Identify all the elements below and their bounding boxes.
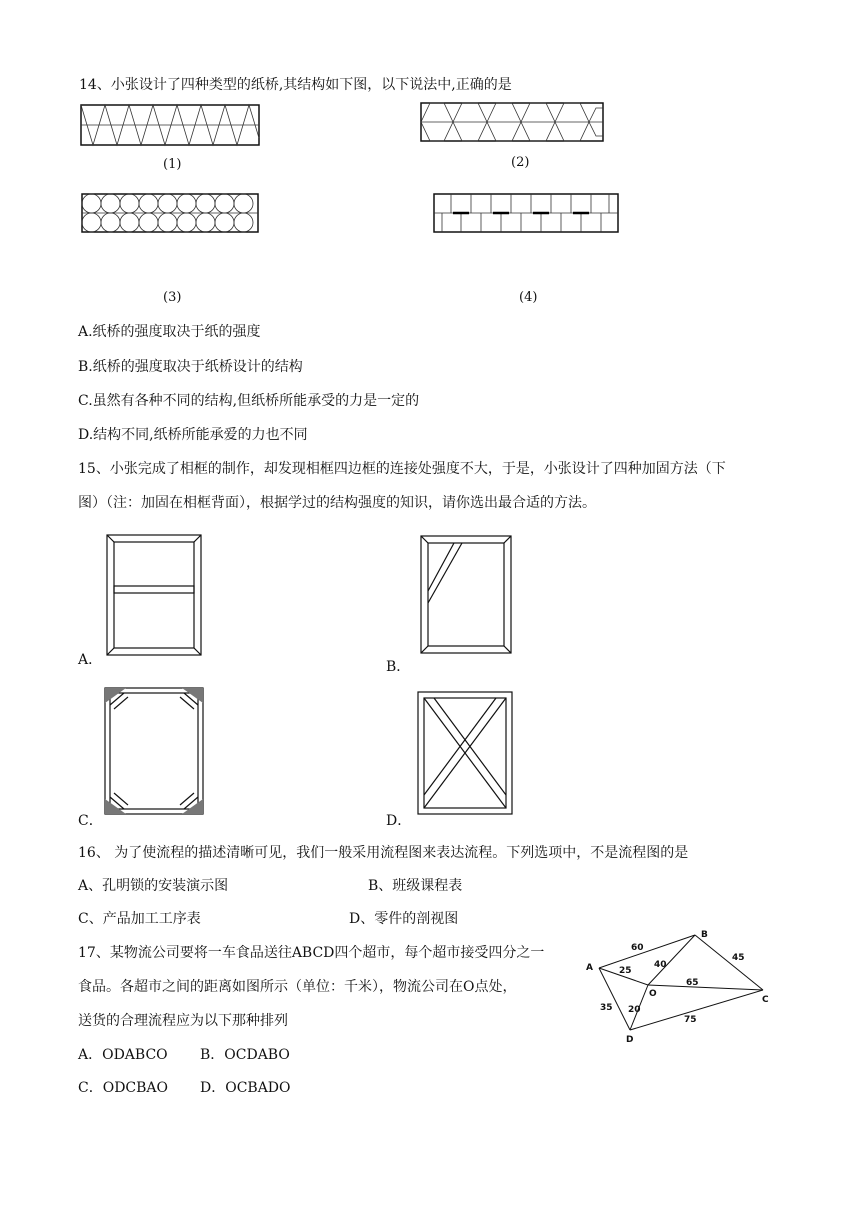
edge-a-b: [599, 935, 695, 968]
frame-d-label: D．: [386, 813, 412, 829]
bridge-4-brick-truss: [433, 193, 619, 233]
q15-stem-line2: 图）（注：加固在相框背面），根据学过的结构强度的知识，请你选出最合适的方法。: [78, 495, 596, 511]
frame-b-label: B．: [386, 659, 411, 675]
frame-a-horizontal-bars: [106, 534, 202, 656]
q17-option-a: A．ODABCO: [78, 1047, 168, 1063]
q16-option-c: C、产品加工工序表: [78, 911, 201, 927]
edge-a-o-label: 25: [619, 966, 632, 976]
edge-d-c-label: 75: [684, 1015, 697, 1025]
edge-b-c-label: 45: [732, 953, 745, 963]
node-o-label: O: [649, 989, 657, 999]
q14-option-a: A.纸桥的强度取决于纸的强度: [78, 324, 261, 340]
node-b-label: B: [701, 930, 708, 940]
bridge-1-caption: (1): [163, 157, 182, 172]
bridge-2-caption: (2): [511, 155, 530, 170]
bridge-3-caption: (3): [163, 290, 182, 305]
bridge-3-circle-truss: [81, 193, 259, 233]
q17-option-c: C．ODCBAO: [78, 1080, 169, 1096]
q14-option-d: D.结构不同,纸桥所能承爱的力也不同: [78, 427, 308, 443]
q16-option-d: D、零件的剖视图: [349, 911, 459, 927]
bridge-4-caption: (4): [519, 290, 538, 305]
bridge-2-hexagon-truss: [420, 102, 604, 142]
edge-o-c-label: 65: [686, 978, 699, 988]
q17-stem-line1: 17、某物流公司要将一车食品送往ABCD四个超市，每个超市接受四分之一: [78, 945, 545, 961]
q17-option-d: D．OCBADO: [200, 1080, 291, 1096]
edge-b-c: [695, 935, 763, 990]
frame-c-corner-gussets: [104, 687, 204, 815]
q16-option-b: B、班级课程表: [368, 878, 463, 894]
node-a-label: A: [586, 963, 593, 973]
frame-c-label: C．: [78, 813, 103, 829]
frame-b-diagonal-brace: [420, 535, 512, 654]
edge-o-c: [648, 985, 763, 990]
frame-a-label: A．: [78, 652, 103, 668]
edge-o-d-label: 20: [628, 1005, 641, 1015]
q14-stem: 14、小张设计了四种类型的纸桥,其结构如下图，以下说法中,正确的是: [79, 77, 512, 93]
edge-a-d-label: 35: [600, 1003, 613, 1013]
q16-option-a: A、孔明锁的安装演示图: [78, 878, 229, 894]
q14-option-c: C.虽然有各种不同的结构,但纸桥所能承受的力是一定的: [78, 393, 420, 409]
q15-stem-line1: 15、小张完成了相框的制作，却发现相框四边框的连接处强度不大，于是，小张设计了四种加固方法（下: [78, 461, 726, 477]
q17-distance-graph: [580, 925, 780, 1045]
edge-a-b-label: 60: [631, 943, 644, 953]
node-d-label: D: [626, 1035, 634, 1045]
edge-o-b-label: 40: [654, 960, 667, 970]
q17-stem-line2: 食品。各超市之间的距离如图所示（单位：千米），物流公司在O点处，: [78, 979, 517, 995]
node-c-label: C: [762, 995, 769, 1005]
q14-option-b: B.纸桥的强度取决于纸桥设计的结构: [78, 359, 303, 375]
q17-stem-line3: 送货的合理流程应为以下那种排列: [78, 1013, 288, 1029]
q17-option-b: B．OCDABO: [200, 1047, 290, 1063]
bridge-1-triangle-truss: [80, 104, 260, 146]
q16-stem: 16、 为了使流程的描述清晰可见，我们一般采用流程图来表达流程。下列选项中，不是流程图的是: [78, 845, 689, 861]
frame-d-cross-braces: [417, 691, 513, 815]
